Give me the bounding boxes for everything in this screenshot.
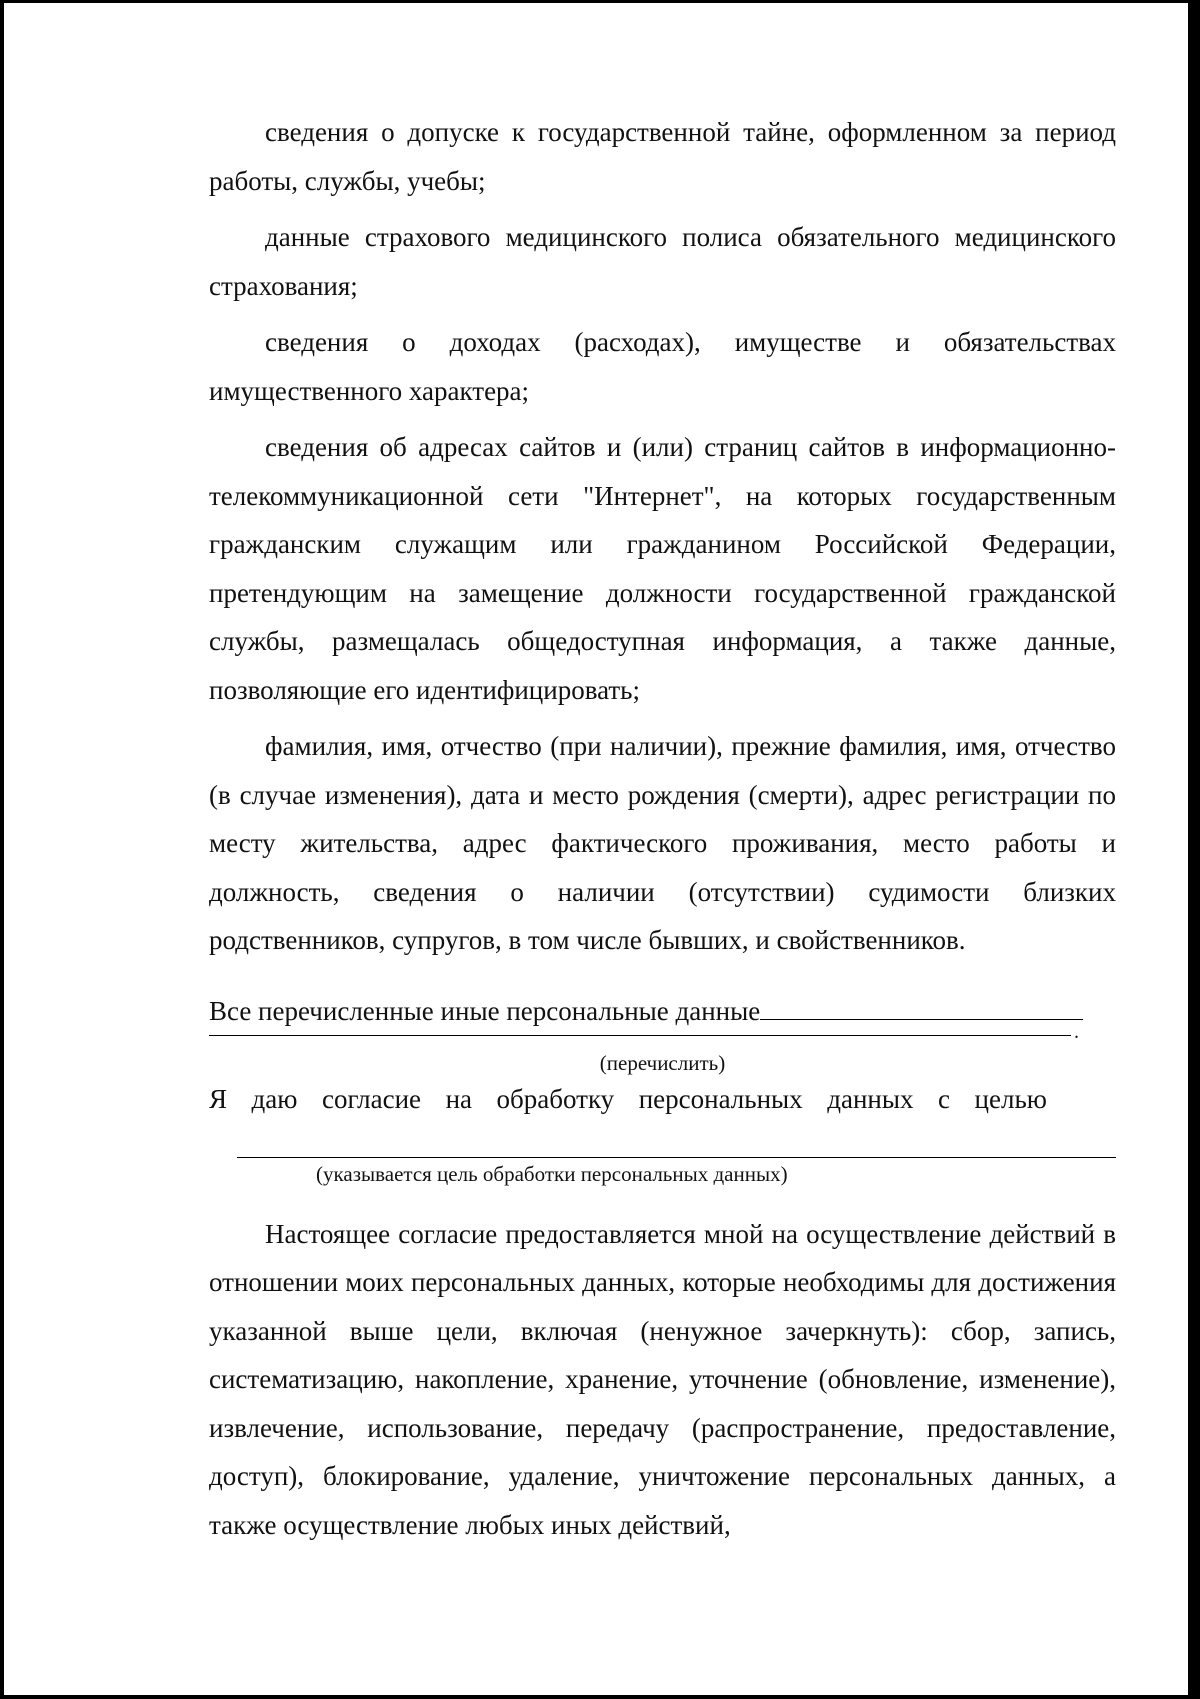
consent-word: целью <box>974 1083 1047 1114</box>
other-data-continuation <box>209 1020 1116 1049</box>
consent-row <box>209 1077 1047 1121</box>
paragraph-relatives: фамилия, имя, отчество (при наличии), прежние фамилия, имя, отчество (в случае изменения), дата и место рождения (смерти), адрес регистрации по месту жительства, адрес фактического проживания, место работы и должность, сведения о наличии (отсутствии) судимости близких родственников, супругов, в том числе бывших, и свойственников. <box>209 731 1116 955</box>
other-data-blank-line[interactable] <box>760 993 1083 1020</box>
other-data-row <box>209 987 1116 1035</box>
consent-word: персональных <box>638 1083 803 1114</box>
spacer <box>209 965 1116 987</box>
paragraph-internet-sites: сведения об адресах сайтов и (или) страниц сайтов в информационно-телекоммуникационной сети "Интернет", на которых государственным гражданским служащим или гражданином Российской Федерации, претендующим на замещение должности государственной гражданской службы, размещалась общедоступная информация, а также данные, позволяющие его идентифицировать; <box>209 432 1116 705</box>
consent-word: данных <box>827 1083 914 1114</box>
paragraph-consent-actions: Настоящее согласие предоставляется мной на осуществление действий в отношении моих персональных данных, которые необходимы для достижения указанной выше цели, включая (ненужное зачеркнуть): сбор, запись, систематизацию, накопление, хранение, уточнение (обновление, изменение), извлечение, использование, передачу (распространение, предоставление, доступ), блокирование, удаление, уничтожение персональных данных, а также осуществление любых иных действий, <box>209 1218 1116 1540</box>
paragraph-medical-insurance: данные страхового медицинского полиса обязательного медицинского страхования; <box>209 222 1116 301</box>
purpose-caption: (указывается цель обработки персональных данных) <box>316 1161 788 1186</box>
other-data-label: Все перечисленные иные персональные данные <box>209 995 761 1026</box>
consent-word: Я <box>209 1083 228 1114</box>
document-page <box>209 108 1116 1557</box>
line-end-dot: . <box>1074 1020 1079 1043</box>
paragraph-state-secret: сведения о допуске к государственной тайне, оформленном за период работы, службы, учебы; <box>209 117 1116 196</box>
enumerate-caption: (перечислить) <box>599 1050 726 1075</box>
purpose-blank-line[interactable] <box>237 1121 1116 1158</box>
consent-word: на <box>445 1083 473 1114</box>
consent-word: согласие <box>321 1083 422 1114</box>
consent-word: обработку <box>496 1083 615 1114</box>
other-data-second-blank-line[interactable] <box>209 1035 1071 1036</box>
consent-word: с <box>938 1083 950 1114</box>
consent-word: даю <box>251 1083 298 1114</box>
spacer <box>209 1186 1116 1210</box>
paragraph-income: сведения о доходах (расходах), имуществе и обязательствах имущественного характера; <box>209 327 1116 406</box>
